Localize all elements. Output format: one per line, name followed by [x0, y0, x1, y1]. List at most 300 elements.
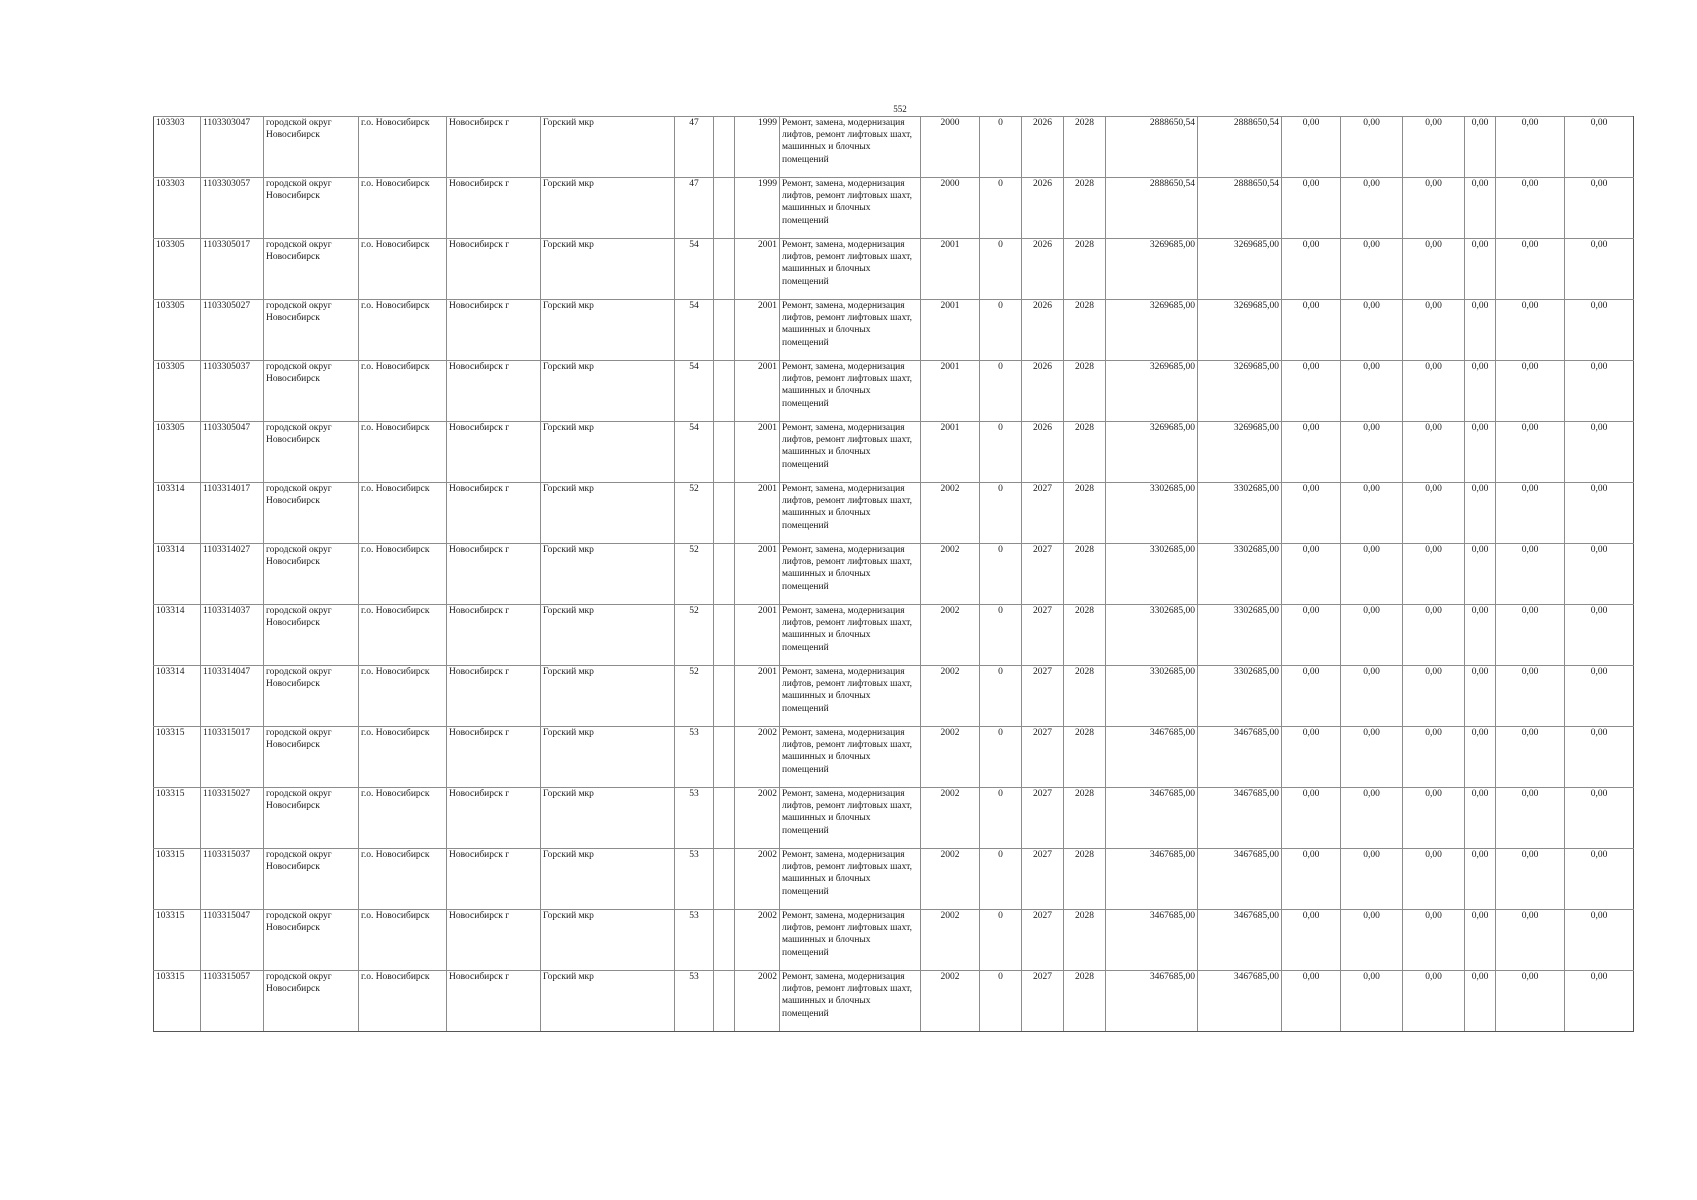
amount-cell: 0,00: [1496, 178, 1565, 239]
amount-cell: 0,00: [1403, 239, 1465, 300]
amount-cell: 0,00: [1565, 849, 1634, 910]
municipality-cell: городской округ Новосибирск: [264, 849, 359, 910]
amount-cell: 0,00: [1465, 300, 1496, 361]
municipality-cell: городской округ Новосибирск: [264, 483, 359, 544]
year-cell: 2001: [921, 422, 980, 483]
cost-fund-cell: 3269685,00: [1198, 361, 1282, 422]
building-cell: [714, 544, 735, 605]
municipal-district-cell: г.о. Новосибирск: [359, 605, 447, 666]
build-year-cell: 2001: [735, 239, 780, 300]
row-id-cell: 103303: [154, 117, 201, 178]
start-year-cell: 2027: [1022, 849, 1064, 910]
municipal-district-cell: г.о. Новосибирск: [359, 727, 447, 788]
count-cell: 0: [980, 422, 1022, 483]
count-cell: 0: [980, 788, 1022, 849]
cost-total-cell: 3302685,00: [1106, 666, 1198, 727]
locality-cell: Новосибирск г: [447, 910, 541, 971]
amount-cell: 0,00: [1496, 788, 1565, 849]
amount-cell: 0,00: [1341, 605, 1403, 666]
work-type-cell: Ремонт, замена, модернизация лифтов, ремонт лифтовых шахт, машинных и блочных помещений: [780, 666, 921, 727]
count-cell: 0: [980, 483, 1022, 544]
end-year-cell: 2028: [1064, 544, 1106, 605]
object-code-cell: 1103305037: [201, 361, 264, 422]
amount-cell: 0,00: [1282, 483, 1341, 544]
amount-cell: 0,00: [1496, 117, 1565, 178]
amount-cell: 0,00: [1341, 178, 1403, 239]
amount-cell: 0,00: [1565, 483, 1634, 544]
year-cell: 2002: [921, 605, 980, 666]
cost-fund-cell: 3269685,00: [1198, 239, 1282, 300]
amount-cell: 0,00: [1341, 666, 1403, 727]
object-code-cell: 1103315027: [201, 788, 264, 849]
cost-total-cell: 3302685,00: [1106, 483, 1198, 544]
object-code-cell: 1103315017: [201, 727, 264, 788]
locality-cell: Новосибирск г: [447, 666, 541, 727]
municipality-cell: городской округ Новосибирск: [264, 117, 359, 178]
amount-cell: 0,00: [1341, 544, 1403, 605]
amount-cell: 0,00: [1282, 422, 1341, 483]
work-type-cell: Ремонт, замена, модернизация лифтов, ремонт лифтовых шахт, машинных и блочных помещений: [780, 361, 921, 422]
amount-cell: 0,00: [1341, 239, 1403, 300]
locality-cell: Новосибирск г: [447, 117, 541, 178]
object-code-cell: 1103315047: [201, 910, 264, 971]
locality-cell: Новосибирск г: [447, 544, 541, 605]
cost-fund-cell: 3467685,00: [1198, 971, 1282, 1032]
start-year-cell: 2026: [1022, 361, 1064, 422]
work-type-cell: Ремонт, замена, модернизация лифтов, ремонт лифтовых шахт, машинных и блочных помещений: [780, 422, 921, 483]
street-cell: Горский мкр: [541, 239, 675, 300]
count-cell: 0: [980, 971, 1022, 1032]
building-cell: [714, 300, 735, 361]
build-year-cell: 2001: [735, 666, 780, 727]
cost-total-cell: 3302685,00: [1106, 544, 1198, 605]
municipal-district-cell: г.о. Новосибирск: [359, 117, 447, 178]
count-cell: 0: [980, 727, 1022, 788]
build-year-cell: 2001: [735, 605, 780, 666]
end-year-cell: 2028: [1064, 727, 1106, 788]
row-id-cell: 103314: [154, 605, 201, 666]
row-id-cell: 103305: [154, 422, 201, 483]
municipality-cell: городской округ Новосибирск: [264, 605, 359, 666]
house-number-cell: 52: [675, 605, 714, 666]
locality-cell: Новосибирск г: [447, 605, 541, 666]
building-cell: [714, 361, 735, 422]
amount-cell: 0,00: [1403, 727, 1465, 788]
amount-cell: 0,00: [1465, 849, 1496, 910]
amount-cell: 0,00: [1282, 788, 1341, 849]
work-type-cell: Ремонт, замена, модернизация лифтов, ремонт лифтовых шахт, машинных и блочных помещений: [780, 483, 921, 544]
build-year-cell: 2002: [735, 910, 780, 971]
amount-cell: 0,00: [1465, 544, 1496, 605]
cost-total-cell: 3269685,00: [1106, 422, 1198, 483]
build-year-cell: 1999: [735, 178, 780, 239]
cost-total-cell: 3269685,00: [1106, 300, 1198, 361]
street-cell: Горский мкр: [541, 117, 675, 178]
start-year-cell: 2026: [1022, 300, 1064, 361]
amount-cell: 0,00: [1496, 361, 1565, 422]
street-cell: Горский мкр: [541, 544, 675, 605]
locality-cell: Новосибирск г: [447, 178, 541, 239]
house-number-cell: 53: [675, 727, 714, 788]
amount-cell: 0,00: [1465, 178, 1496, 239]
street-cell: Горский мкр: [541, 361, 675, 422]
municipality-cell: городской округ Новосибирск: [264, 300, 359, 361]
build-year-cell: 2001: [735, 544, 780, 605]
building-cell: [714, 117, 735, 178]
amount-cell: 0,00: [1565, 666, 1634, 727]
build-year-cell: 2002: [735, 788, 780, 849]
table-row: [154, 605, 1634, 666]
municipality-cell: городской округ Новосибирск: [264, 910, 359, 971]
end-year-cell: 2028: [1064, 605, 1106, 666]
table-row: [154, 971, 1634, 1032]
table-row: [154, 178, 1634, 239]
amount-cell: 0,00: [1465, 422, 1496, 483]
end-year-cell: 2028: [1064, 971, 1106, 1032]
build-year-cell: 2002: [735, 971, 780, 1032]
end-year-cell: 2028: [1064, 117, 1106, 178]
year-cell: 2000: [921, 178, 980, 239]
building-cell: [714, 483, 735, 544]
start-year-cell: 2026: [1022, 117, 1064, 178]
municipal-district-cell: г.о. Новосибирск: [359, 849, 447, 910]
row-id-cell: 103305: [154, 300, 201, 361]
street-cell: Горский мкр: [541, 483, 675, 544]
house-number-cell: 54: [675, 239, 714, 300]
municipal-district-cell: г.о. Новосибирск: [359, 788, 447, 849]
amount-cell: 0,00: [1341, 361, 1403, 422]
amount-cell: 0,00: [1282, 117, 1341, 178]
amount-cell: 0,00: [1403, 666, 1465, 727]
amount-cell: 0,00: [1565, 727, 1634, 788]
table-row: [154, 239, 1634, 300]
municipality-cell: городской округ Новосибирск: [264, 971, 359, 1032]
cost-fund-cell: 3467685,00: [1198, 788, 1282, 849]
building-cell: [714, 971, 735, 1032]
amount-cell: 0,00: [1282, 605, 1341, 666]
cost-total-cell: 3269685,00: [1106, 239, 1198, 300]
municipal-district-cell: г.о. Новосибирск: [359, 910, 447, 971]
build-year-cell: 2001: [735, 361, 780, 422]
end-year-cell: 2028: [1064, 300, 1106, 361]
municipal-district-cell: г.о. Новосибирск: [359, 300, 447, 361]
build-year-cell: 2001: [735, 483, 780, 544]
cost-fund-cell: 3467685,00: [1198, 910, 1282, 971]
amount-cell: 0,00: [1403, 117, 1465, 178]
amount-cell: 0,00: [1565, 605, 1634, 666]
building-cell: [714, 788, 735, 849]
amount-cell: 0,00: [1496, 971, 1565, 1032]
start-year-cell: 2026: [1022, 422, 1064, 483]
amount-cell: 0,00: [1403, 300, 1465, 361]
amount-cell: 0,00: [1282, 666, 1341, 727]
work-type-cell: Ремонт, замена, модернизация лифтов, ремонт лифтовых шахт, машинных и блочных помещений: [780, 605, 921, 666]
row-id-cell: 103305: [154, 361, 201, 422]
row-id-cell: 103315: [154, 727, 201, 788]
end-year-cell: 2028: [1064, 178, 1106, 239]
count-cell: 0: [980, 544, 1022, 605]
amount-cell: 0,00: [1403, 788, 1465, 849]
amount-cell: 0,00: [1341, 117, 1403, 178]
amount-cell: 0,00: [1565, 361, 1634, 422]
cost-fund-cell: 3302685,00: [1198, 666, 1282, 727]
cost-total-cell: 3467685,00: [1106, 788, 1198, 849]
amount-cell: 0,00: [1282, 544, 1341, 605]
house-number-cell: 54: [675, 300, 714, 361]
work-type-cell: Ремонт, замена, модернизация лифтов, ремонт лифтовых шахт, машинных и блочных помещений: [780, 971, 921, 1032]
start-year-cell: 2027: [1022, 971, 1064, 1032]
end-year-cell: 2028: [1064, 910, 1106, 971]
count-cell: 0: [980, 361, 1022, 422]
count-cell: 0: [980, 605, 1022, 666]
house-number-cell: 47: [675, 178, 714, 239]
amount-cell: 0,00: [1403, 483, 1465, 544]
table-row: [154, 910, 1634, 971]
locality-cell: Новосибирск г: [447, 300, 541, 361]
start-year-cell: 2027: [1022, 727, 1064, 788]
end-year-cell: 2028: [1064, 239, 1106, 300]
table-row: [154, 117, 1634, 178]
work-type-cell: Ремонт, замена, модернизация лифтов, ремонт лифтовых шахт, машинных и блочных помещений: [780, 910, 921, 971]
amount-cell: 0,00: [1282, 300, 1341, 361]
municipal-district-cell: г.о. Новосибирск: [359, 422, 447, 483]
end-year-cell: 2028: [1064, 666, 1106, 727]
locality-cell: Новосибирск г: [447, 483, 541, 544]
locality-cell: Новосибирск г: [447, 239, 541, 300]
amount-cell: 0,00: [1341, 727, 1403, 788]
year-cell: 2001: [921, 361, 980, 422]
amount-cell: 0,00: [1403, 361, 1465, 422]
house-number-cell: 53: [675, 971, 714, 1032]
amount-cell: 0,00: [1465, 239, 1496, 300]
amount-cell: 0,00: [1465, 483, 1496, 544]
house-number-cell: 52: [675, 483, 714, 544]
cost-fund-cell: 2888650,54: [1198, 117, 1282, 178]
municipal-district-cell: г.о. Новосибирск: [359, 361, 447, 422]
cost-fund-cell: 2888650,54: [1198, 178, 1282, 239]
cost-total-cell: 3467685,00: [1106, 727, 1198, 788]
building-cell: [714, 239, 735, 300]
row-id-cell: 103315: [154, 849, 201, 910]
municipal-district-cell: г.о. Новосибирск: [359, 239, 447, 300]
cost-total-cell: 2888650,54: [1106, 178, 1198, 239]
amount-cell: 0,00: [1496, 605, 1565, 666]
work-type-cell: Ремонт, замена, модернизация лифтов, ремонт лифтовых шахт, машинных и блочных помещений: [780, 300, 921, 361]
amount-cell: 0,00: [1403, 971, 1465, 1032]
cost-fund-cell: 3269685,00: [1198, 422, 1282, 483]
build-year-cell: 2001: [735, 422, 780, 483]
table-row: [154, 483, 1634, 544]
cost-fund-cell: 3302685,00: [1198, 544, 1282, 605]
object-code-cell: 1103303057: [201, 178, 264, 239]
cost-total-cell: 3467685,00: [1106, 849, 1198, 910]
object-code-cell: 1103305027: [201, 300, 264, 361]
locality-cell: Новосибирск г: [447, 422, 541, 483]
build-year-cell: 2002: [735, 849, 780, 910]
count-cell: 0: [980, 239, 1022, 300]
amount-cell: 0,00: [1565, 422, 1634, 483]
amount-cell: 0,00: [1565, 971, 1634, 1032]
amount-cell: 0,00: [1565, 239, 1634, 300]
building-cell: [714, 727, 735, 788]
row-id-cell: 103314: [154, 544, 201, 605]
amount-cell: 0,00: [1341, 788, 1403, 849]
build-year-cell: 1999: [735, 117, 780, 178]
amount-cell: 0,00: [1465, 910, 1496, 971]
start-year-cell: 2027: [1022, 666, 1064, 727]
locality-cell: Новосибирск г: [447, 971, 541, 1032]
municipality-cell: городской округ Новосибирск: [264, 788, 359, 849]
object-code-cell: 1103314037: [201, 605, 264, 666]
municipality-cell: городской округ Новосибирск: [264, 544, 359, 605]
amount-cell: 0,00: [1403, 910, 1465, 971]
year-cell: 2002: [921, 483, 980, 544]
amount-cell: 0,00: [1282, 178, 1341, 239]
amount-cell: 0,00: [1403, 605, 1465, 666]
count-cell: 0: [980, 117, 1022, 178]
cost-fund-cell: 3467685,00: [1198, 849, 1282, 910]
count-cell: 0: [980, 300, 1022, 361]
municipality-cell: городской округ Новосибирск: [264, 239, 359, 300]
house-number-cell: 47: [675, 117, 714, 178]
amount-cell: 0,00: [1341, 849, 1403, 910]
amount-cell: 0,00: [1465, 117, 1496, 178]
municipality-cell: городской округ Новосибирск: [264, 727, 359, 788]
object-code-cell: 1103314027: [201, 544, 264, 605]
object-code-cell: 1103305017: [201, 239, 264, 300]
count-cell: 0: [980, 849, 1022, 910]
municipality-cell: городской округ Новосибирск: [264, 422, 359, 483]
table-row: [154, 544, 1634, 605]
amount-cell: 0,00: [1341, 422, 1403, 483]
municipal-district-cell: г.о. Новосибирск: [359, 483, 447, 544]
amount-cell: 0,00: [1403, 422, 1465, 483]
row-id-cell: 103305: [154, 239, 201, 300]
amount-cell: 0,00: [1341, 300, 1403, 361]
house-number-cell: 52: [675, 666, 714, 727]
building-cell: [714, 422, 735, 483]
build-year-cell: 2002: [735, 727, 780, 788]
end-year-cell: 2028: [1064, 788, 1106, 849]
count-cell: 0: [980, 178, 1022, 239]
cost-total-cell: 3269685,00: [1106, 361, 1198, 422]
year-cell: 2001: [921, 300, 980, 361]
street-cell: Горский мкр: [541, 422, 675, 483]
amount-cell: 0,00: [1403, 178, 1465, 239]
amount-cell: 0,00: [1282, 910, 1341, 971]
amount-cell: 0,00: [1496, 849, 1565, 910]
amount-cell: 0,00: [1282, 361, 1341, 422]
house-number-cell: 52: [675, 544, 714, 605]
start-year-cell: 2027: [1022, 483, 1064, 544]
street-cell: Горский мкр: [541, 178, 675, 239]
work-type-cell: Ремонт, замена, модернизация лифтов, ремонт лифтовых шахт, машинных и блочных помещений: [780, 178, 921, 239]
year-cell: 2002: [921, 910, 980, 971]
amount-cell: 0,00: [1496, 544, 1565, 605]
amount-cell: 0,00: [1403, 849, 1465, 910]
amount-cell: 0,00: [1465, 666, 1496, 727]
end-year-cell: 2028: [1064, 849, 1106, 910]
amount-cell: 0,00: [1282, 239, 1341, 300]
amount-cell: 0,00: [1565, 117, 1634, 178]
end-year-cell: 2028: [1064, 483, 1106, 544]
amount-cell: 0,00: [1496, 910, 1565, 971]
work-type-cell: Ремонт, замена, модернизация лифтов, ремонт лифтовых шахт, машинных и блочных помещений: [780, 788, 921, 849]
cost-fund-cell: 3302685,00: [1198, 605, 1282, 666]
build-year-cell: 2001: [735, 300, 780, 361]
start-year-cell: 2026: [1022, 239, 1064, 300]
street-cell: Горский мкр: [541, 910, 675, 971]
object-code-cell: 1103315037: [201, 849, 264, 910]
amount-cell: 0,00: [1496, 483, 1565, 544]
table-row: [154, 361, 1634, 422]
row-id-cell: 103303: [154, 178, 201, 239]
amount-cell: 0,00: [1496, 727, 1565, 788]
building-cell: [714, 666, 735, 727]
cost-fund-cell: 3302685,00: [1198, 483, 1282, 544]
table-row: [154, 300, 1634, 361]
cost-total-cell: 3467685,00: [1106, 971, 1198, 1032]
amount-cell: 0,00: [1465, 971, 1496, 1032]
locality-cell: Новосибирск г: [447, 788, 541, 849]
count-cell: 0: [980, 666, 1022, 727]
table-row: [154, 849, 1634, 910]
start-year-cell: 2026: [1022, 178, 1064, 239]
building-cell: [714, 910, 735, 971]
table-body: [154, 117, 1634, 1032]
amount-cell: 0,00: [1465, 788, 1496, 849]
amount-cell: 0,00: [1341, 483, 1403, 544]
amount-cell: 0,00: [1465, 727, 1496, 788]
count-cell: 0: [980, 910, 1022, 971]
cost-fund-cell: 3467685,00: [1198, 727, 1282, 788]
building-cell: [714, 178, 735, 239]
row-id-cell: 103315: [154, 788, 201, 849]
page-number: 552: [893, 104, 907, 114]
amount-cell: 0,00: [1465, 605, 1496, 666]
end-year-cell: 2028: [1064, 422, 1106, 483]
row-id-cell: 103315: [154, 910, 201, 971]
year-cell: 2001: [921, 239, 980, 300]
house-number-cell: 53: [675, 788, 714, 849]
amount-cell: 0,00: [1282, 849, 1341, 910]
year-cell: 2002: [921, 788, 980, 849]
amount-cell: 0,00: [1465, 361, 1496, 422]
amount-cell: 0,00: [1565, 788, 1634, 849]
table-row: [154, 666, 1634, 727]
object-code-cell: 1103315057: [201, 971, 264, 1032]
house-number-cell: 53: [675, 910, 714, 971]
street-cell: Горский мкр: [541, 971, 675, 1032]
cost-fund-cell: 3269685,00: [1198, 300, 1282, 361]
year-cell: 2002: [921, 727, 980, 788]
year-cell: 2002: [921, 666, 980, 727]
row-id-cell: 103314: [154, 666, 201, 727]
municipal-district-cell: г.о. Новосибирск: [359, 666, 447, 727]
work-type-cell: Ремонт, замена, модернизация лифтов, ремонт лифтовых шахт, машинных и блочных помещений: [780, 849, 921, 910]
program-table: [153, 116, 1634, 1032]
building-cell: [714, 605, 735, 666]
amount-cell: 0,00: [1565, 300, 1634, 361]
table-row: [154, 727, 1634, 788]
start-year-cell: 2027: [1022, 544, 1064, 605]
row-id-cell: 103315: [154, 971, 201, 1032]
year-cell: 2000: [921, 117, 980, 178]
municipal-district-cell: г.о. Новосибирск: [359, 178, 447, 239]
house-number-cell: 54: [675, 361, 714, 422]
work-type-cell: Ремонт, замена, модернизация лифтов, ремонт лифтовых шахт, машинных и блочных помещений: [780, 727, 921, 788]
street-cell: Горский мкр: [541, 605, 675, 666]
